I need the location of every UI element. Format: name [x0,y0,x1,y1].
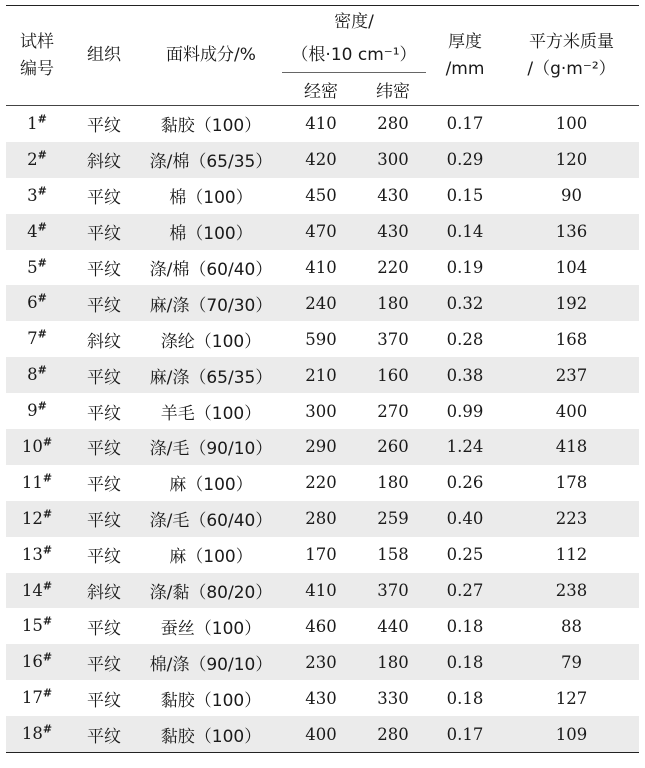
composition-cell: 棉（100） [140,214,282,250]
areal-mass-cell: 238 [504,573,639,609]
sample-no-cell [6,142,68,178]
sample-number: 12 [21,508,43,528]
thickness-cell: 0.40 [426,501,504,537]
sample-no-cell [6,214,68,250]
sample-no-cell [6,321,68,357]
areal-mass-cell: 104 [504,250,639,286]
areal-mass-cell: 120 [504,142,639,178]
weft-density-cell: 370 [360,573,426,609]
sample-no-cell [6,680,68,716]
sample-no-cell [6,250,68,286]
composition-cell: 棉（100） [140,178,282,214]
sample-number: 8 [27,365,38,385]
table-row [6,357,639,393]
sample-number: 11 [21,472,43,492]
thickness-cell: 0.32 [426,285,504,321]
composition-cell: 涤/棉（65/35） [140,142,282,178]
weft-density-cell: 440 [360,608,426,644]
table-row [6,142,639,178]
sample-number: 13 [21,544,43,564]
warp-density-cell: 450 [282,178,360,214]
areal-mass-cell: 112 [504,537,639,573]
areal-mass-cell: 178 [504,465,639,501]
thickness-cell: 0.25 [426,537,504,573]
areal-mass-cell: 418 [504,429,639,465]
thickness-cell: 0.17 [426,106,504,142]
weave-cell: 平纹 [68,608,140,644]
sample-no-cell [6,644,68,680]
areal-mass-cell: 79 [504,644,639,680]
sample-no-cell [6,608,68,644]
warp-density-cell: 410 [282,106,360,142]
areal-mass-cell: 168 [504,321,639,357]
weft-density-cell: 300 [360,142,426,178]
weave-cell: 平纹 [68,250,140,286]
sample-mark: # [37,184,47,198]
table-row [6,429,639,465]
thickness-cell: 0.19 [426,250,504,286]
weft-density-cell: 280 [360,716,426,752]
composition-cell: 麻/涤（65/35） [140,357,282,393]
areal-mass-cell: 88 [504,608,639,644]
weave-cell: 斜纹 [68,142,140,178]
weft-density-cell: 270 [360,393,426,429]
thickness-cell: 1.24 [426,429,504,465]
table-row [6,680,639,716]
warp-density-cell: 230 [282,644,360,680]
thickness-cell: 0.27 [426,573,504,609]
sample-mark: # [42,650,53,664]
thickness-cell: 0.15 [426,178,504,214]
sample-mark: # [37,112,47,126]
table-row [6,214,639,250]
sample-number: 17 [21,688,43,708]
table-row [6,321,639,357]
table-row [6,716,639,752]
weave-cell: 平纹 [68,429,140,465]
sample-number: 5 [27,257,38,277]
weft-density-cell: 260 [360,429,426,465]
thickness-cell: 0.99 [426,393,504,429]
warp-density-cell: 470 [282,214,360,250]
sample-mark: # [42,578,53,592]
table-row [6,501,639,537]
weave-cell: 平纹 [68,393,140,429]
composition-cell: 蚕丝（100） [140,608,282,644]
warp-density-cell: 210 [282,357,360,393]
table-row [6,250,639,286]
warp-density-cell: 420 [282,142,360,178]
sample-no-cell [6,106,68,142]
header-weft: 纬密 [360,73,426,106]
sample-no-cell [6,429,68,465]
composition-cell: 黏胶（100） [140,680,282,716]
sample-mark: # [37,148,47,162]
thickness-cell: 0.18 [426,680,504,716]
thickness-cell: 0.29 [426,142,504,178]
header-areal-mass: 平方米质量 /（g·m⁻²） [504,6,639,106]
sample-mark: # [37,255,47,269]
warp-density-cell: 240 [282,285,360,321]
warp-density-cell: 290 [282,429,360,465]
composition-cell: 棉/涤（90/10） [140,644,282,680]
composition-cell: 涤/毛（90/10） [140,429,282,465]
sample-number: 18 [21,724,43,744]
warp-density-cell: 170 [282,537,360,573]
sample-no-cell [6,716,68,752]
sample-mark: # [42,614,53,628]
warp-density-cell: 590 [282,321,360,357]
sample-number: 4 [27,221,38,241]
weft-density-cell: 160 [360,357,426,393]
composition-cell: 涤/毛（60/40） [140,501,282,537]
sample-mark: # [42,542,53,556]
weft-density-cell: 158 [360,537,426,573]
weave-cell: 平纹 [68,501,140,537]
sample-no-cell [6,178,68,214]
sample-no-cell [6,285,68,321]
sample-no-cell [6,537,68,573]
table-row [6,393,639,429]
sample-mark: # [42,471,53,485]
areal-mass-cell: 100 [504,106,639,142]
table-row [6,537,639,573]
sample-number: 7 [27,329,38,349]
sample-mark: # [37,219,47,233]
table-row [6,573,639,609]
sample-mark: # [42,507,53,521]
table-row [6,644,639,680]
weave-cell: 平纹 [68,178,140,214]
sample-no-cell [6,357,68,393]
thickness-cell: 0.14 [426,214,504,250]
sample-number: 3 [27,185,38,205]
table-row [6,608,639,644]
weave-cell: 平纹 [68,537,140,573]
header-composition: 面料成分/% [140,6,282,106]
areal-mass-cell: 237 [504,357,639,393]
sample-number: 16 [21,652,43,672]
composition-cell: 麻（100） [140,537,282,573]
areal-mass-cell: 136 [504,214,639,250]
weave-cell: 平纹 [68,285,140,321]
weft-density-cell: 220 [360,250,426,286]
sample-number: 10 [21,436,43,456]
thickness-cell: 0.17 [426,716,504,752]
weave-cell: 平纹 [68,716,140,752]
weft-density-cell: 259 [360,501,426,537]
sample-number: 15 [21,616,43,636]
table-row [6,178,639,214]
header-density: 密度/ [334,12,374,32]
header-sample-no: 试样 编号 [6,6,68,106]
composition-cell: 黏胶（100） [140,716,282,752]
areal-mass-cell: 400 [504,393,639,429]
thickness-cell: 0.26 [426,465,504,501]
composition-cell: 麻（100） [140,465,282,501]
weave-cell: 平纹 [68,357,140,393]
weave-cell: 平纹 [68,214,140,250]
areal-mass-cell: 90 [504,178,639,214]
warp-density-cell: 410 [282,573,360,609]
weave-cell: 平纹 [68,465,140,501]
weft-density-cell: 430 [360,214,426,250]
weave-cell: 平纹 [68,680,140,716]
sample-mark: # [37,363,47,377]
sample-number: 14 [21,580,43,600]
warp-density-cell: 410 [282,250,360,286]
areal-mass-cell: 127 [504,680,639,716]
sample-number: 9 [27,401,38,421]
thickness-cell: 0.18 [426,644,504,680]
fabric-parameters-table [6,5,639,753]
sample-number: 1 [27,113,38,133]
weft-density-cell: 280 [360,106,426,142]
sample-mark: # [42,435,53,449]
sample-mark: # [42,686,53,700]
composition-cell: 涤/黏（80/20） [140,573,282,609]
warp-density-cell: 280 [282,501,360,537]
composition-cell: 涤纶（100） [140,321,282,357]
composition-cell: 羊毛（100） [140,393,282,429]
composition-cell: 涤/棉（60/40） [140,250,282,286]
areal-mass-cell: 223 [504,501,639,537]
weft-density-cell: 370 [360,321,426,357]
sample-mark: # [42,722,53,736]
weave-cell: 平纹 [68,106,140,142]
sample-mark: # [37,327,47,341]
sample-number: 2 [27,149,38,169]
thickness-cell: 0.38 [426,357,504,393]
weft-density-cell: 180 [360,644,426,680]
header-warp: 经密 [282,73,360,106]
header-density-unit: （根·10 cm⁻¹） [291,45,417,65]
weft-density-cell: 330 [360,680,426,716]
areal-mass-cell: 109 [504,716,639,752]
warp-density-cell: 460 [282,608,360,644]
table-row [6,465,639,501]
warp-density-cell: 430 [282,680,360,716]
thickness-cell: 0.28 [426,321,504,357]
weft-density-cell: 180 [360,465,426,501]
warp-density-cell: 400 [282,716,360,752]
weave-cell: 斜纹 [68,321,140,357]
header-weave: 组织 [68,6,140,106]
sample-mark: # [37,399,47,413]
table-row [6,285,639,321]
composition-cell: 麻/涤（70/30） [140,285,282,321]
weft-density-cell: 180 [360,285,426,321]
composition-cell: 黏胶（100） [140,106,282,142]
sample-number: 6 [27,293,38,313]
weave-cell: 斜纹 [68,573,140,609]
table-row [6,106,639,142]
thickness-cell: 0.18 [426,608,504,644]
sample-mark: # [37,291,47,305]
weave-cell: 平纹 [68,644,140,680]
areal-mass-cell: 192 [504,285,639,321]
sample-no-cell [6,465,68,501]
warp-density-cell: 220 [282,465,360,501]
sample-no-cell [6,393,68,429]
sample-no-cell [6,573,68,609]
warp-density-cell: 300 [282,393,360,429]
weft-density-cell: 430 [360,178,426,214]
header-thickness: 厚度 /mm [426,6,504,106]
sample-no-cell [6,501,68,537]
